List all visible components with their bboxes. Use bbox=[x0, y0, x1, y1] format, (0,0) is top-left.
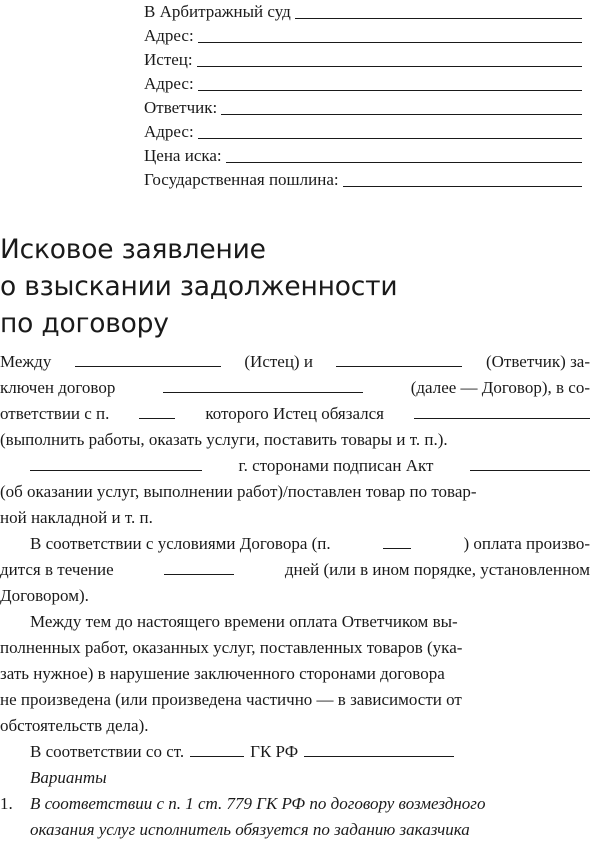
defendant-address-label: Адрес: bbox=[144, 122, 194, 141]
defendant-blank bbox=[221, 114, 582, 115]
text-line: Между тем до настоящего времени оплата Ответчиком вы- bbox=[30, 612, 458, 631]
blank-line bbox=[30, 469, 202, 471]
text-line: Между (Истец) и (Ответчик) за- bbox=[0, 352, 590, 371]
addressee-block bbox=[144, 0, 582, 192]
text-line: зать нужное) в нарушение заключенного сторонами договора bbox=[0, 664, 445, 683]
defendant-label: Ответчик: bbox=[144, 98, 218, 117]
title-line-2: о взыскании задолженности bbox=[0, 271, 398, 302]
blank-line bbox=[164, 573, 234, 575]
court-address-field bbox=[144, 24, 582, 48]
text-line: (выполнить работы, оказать услуги, поставить товары и т. п.). bbox=[0, 430, 448, 449]
plaintiff-field bbox=[144, 48, 582, 72]
text-line: полненных работ, оказанных услуг, поставленных товаров (ука- bbox=[0, 638, 463, 657]
claim-price-field bbox=[144, 144, 582, 168]
text-line: (об оказании услуг, выполнении работ)/поставлен товар по товар- bbox=[0, 482, 477, 501]
text-line: ответствии с п. которого Истец обязался bbox=[0, 401, 590, 427]
claim-price-label: Цена иска: bbox=[144, 146, 222, 165]
blank-line bbox=[75, 365, 221, 367]
plaintiff-address-blank bbox=[198, 90, 582, 91]
defendant-address-field bbox=[144, 120, 582, 144]
blank-line bbox=[304, 755, 454, 757]
text-line: В соответствии с условиями Договора (п. ) оплата произво- bbox=[30, 534, 590, 553]
title-line-3: по договору bbox=[0, 308, 169, 339]
defendant-address-blank bbox=[198, 138, 582, 139]
court-blank bbox=[295, 18, 582, 19]
blank-line bbox=[190, 755, 244, 757]
list-item-number: 1. bbox=[0, 794, 13, 813]
court-label: В Арбитражный суд bbox=[144, 2, 291, 21]
plaintiff-address-field bbox=[144, 72, 582, 96]
list-item: 1. В соответствии с п. 1 ст. 779 ГК РФ по договору возмездного bbox=[0, 791, 590, 817]
text-line: не произведена (или произведена частично — в зависимости от bbox=[0, 690, 462, 709]
blank-line bbox=[336, 365, 462, 367]
state-fee-field bbox=[144, 168, 582, 192]
text-line: ключен договор (далее — Договор), в со- bbox=[0, 378, 590, 397]
text-line: г. сторонами подписан Акт bbox=[0, 453, 590, 479]
plaintiff-blank bbox=[197, 66, 582, 67]
plaintiff-label: Истец: bbox=[144, 50, 193, 69]
text-line: дится в течение дней (или в ином порядке, установленном bbox=[0, 560, 590, 579]
blank-line bbox=[163, 391, 363, 393]
state-fee-blank bbox=[343, 186, 582, 187]
court-address-blank bbox=[198, 42, 582, 43]
document-title bbox=[0, 231, 590, 342]
claim-price-blank bbox=[226, 162, 582, 163]
blank-line bbox=[139, 417, 175, 419]
title-line-1: Исковое заявление bbox=[0, 234, 266, 265]
blank-line bbox=[383, 547, 411, 549]
variants-label: Варианты bbox=[30, 768, 107, 787]
text-line: обстоятельств дела). bbox=[0, 716, 149, 735]
text-line: Договором). bbox=[0, 586, 89, 605]
blank-line bbox=[414, 417, 590, 419]
state-fee-label: Государственная пошлина: bbox=[144, 170, 339, 189]
document-body bbox=[0, 349, 590, 843]
court-address-label: Адрес: bbox=[144, 26, 194, 45]
text-line: В соответствии со ст. ГК РФ bbox=[0, 739, 590, 765]
plaintiff-address-label: Адрес: bbox=[144, 74, 194, 93]
court-field bbox=[144, 0, 582, 24]
list-item-continuation: оказания услуг исполнитель обязуется по заданию заказчика bbox=[30, 820, 470, 839]
defendant-field bbox=[144, 96, 582, 120]
blank-line bbox=[470, 469, 590, 471]
text-line: ной накладной и т. п. bbox=[0, 508, 153, 527]
